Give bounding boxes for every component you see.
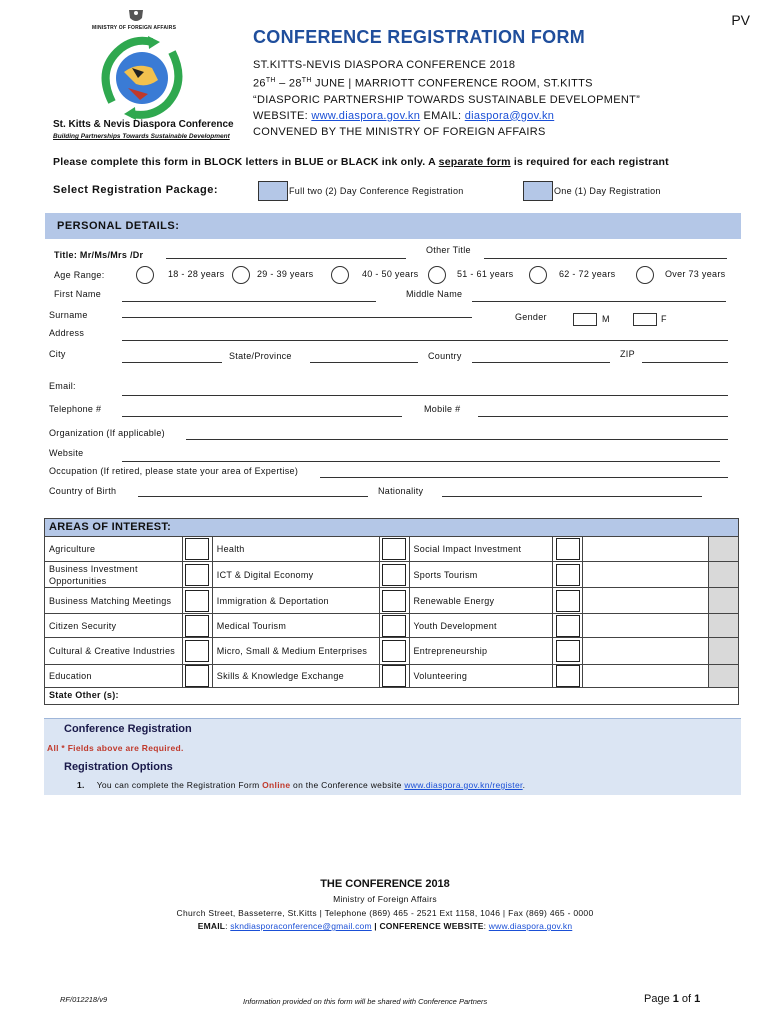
- logo: [50, 8, 240, 138]
- registration-options-heading: Registration Options: [64, 761, 173, 773]
- interest-checkbox-cell: [379, 638, 409, 665]
- state-label: State/Province: [229, 351, 292, 361]
- city-field[interactable]: [122, 362, 222, 363]
- title-field[interactable]: [166, 258, 406, 259]
- interest-label: Renewable Energy: [409, 588, 553, 614]
- footer-address: Church Street, Basseterre, St.Kitts | Telephone (869) 465 - 2521 Ext 1158, 1046 | Fax (869) 465 - 0000: [176, 908, 594, 918]
- age-51-61-label: 51 - 61 years: [457, 269, 514, 279]
- conference-details: [253, 57, 640, 140]
- interest-checkbox[interactable]: [556, 615, 580, 637]
- registration-option-online: 1. You can complete the Registration Form Online on the Conference website www.diaspora.gov.kn/register.: [77, 780, 526, 790]
- corner-tag: PV: [731, 12, 750, 28]
- gender-m-checkbox[interactable]: [573, 313, 597, 326]
- interest-label: Agriculture: [45, 537, 183, 562]
- package-label: Select Registration Package:: [53, 184, 219, 196]
- interest-checkbox[interactable]: [556, 564, 580, 586]
- middle-name-label: Middle Name: [406, 289, 463, 299]
- title-label: Title: Mr/Ms/Mrs /Dr: [54, 250, 144, 260]
- interest-label: Business Investment Opportunities: [45, 562, 183, 588]
- interest-checkbox-cell: [182, 562, 212, 588]
- interest-checkbox-cell: [379, 537, 409, 562]
- ministry-label: MINISTRY OF FOREIGN AFFAIRS: [92, 25, 177, 31]
- mobile-field[interactable]: [478, 416, 728, 417]
- organization-label: Organization (If applicable): [49, 428, 165, 438]
- telephone-field[interactable]: [122, 416, 402, 417]
- interest-checkbox-cell: [379, 665, 409, 688]
- interest-checkbox-cell: [553, 562, 583, 588]
- empty-shaded-cell: [709, 614, 739, 638]
- interest-checkbox[interactable]: [185, 640, 209, 662]
- coat-of-arms-icon: [127, 8, 145, 24]
- table-row: [45, 665, 739, 688]
- age-over-73-label: Over 73 years: [665, 269, 726, 279]
- package-one-day-label: One (1) Day Registration: [554, 186, 661, 196]
- interest-checkbox[interactable]: [382, 538, 406, 560]
- interest-checkbox-cell: [553, 665, 583, 688]
- instructions: Please complete this form in BLOCK letters in BLUE or BLACK ink only. A separate form is required for each registrant: [53, 156, 669, 168]
- age-18-28-radio[interactable]: [136, 266, 154, 284]
- country-of-birth-label: Country of Birth: [49, 486, 117, 496]
- gender-m-label: M: [602, 314, 610, 324]
- interest-checkbox[interactable]: [185, 564, 209, 586]
- interest-checkbox[interactable]: [185, 590, 209, 612]
- interest-label: Youth Development: [409, 614, 553, 638]
- interest-checkbox-cell: [553, 614, 583, 638]
- state-field[interactable]: [310, 362, 418, 363]
- empty-shaded-cell: [709, 537, 739, 562]
- city-label: City: [49, 349, 66, 359]
- interest-checkbox-cell: [182, 614, 212, 638]
- address-label: Address: [49, 328, 85, 338]
- interest-checkbox-cell: [182, 665, 212, 688]
- empty-cell: [583, 588, 709, 614]
- age-range-label: Age Range:: [54, 270, 105, 280]
- footer-contacts: EMAIL: skndiasporaconference@gmail.com | CONFERENCE WEBSITE: www.diaspora.gov.kn: [197, 921, 573, 931]
- interest-checkbox[interactable]: [556, 665, 580, 687]
- interest-label: Medical Tourism: [212, 614, 379, 638]
- table-row: [45, 638, 739, 665]
- conference-logo-name: St. Kitts & Nevis Diaspora Conference: [53, 119, 234, 130]
- conference-name: ST.KITTS-NEVIS DIASPORA CONFERENCE 2018: [253, 59, 516, 71]
- interest-label: Entrepreneurship: [409, 638, 553, 665]
- state-other-label: State Other (s):: [49, 690, 119, 700]
- interest-label: Cultural & Creative Industries: [45, 638, 183, 665]
- gender-f-checkbox[interactable]: [633, 313, 657, 326]
- empty-shaded-cell: [709, 562, 739, 588]
- globe-emblem-icon: [92, 32, 192, 122]
- interest-checkbox[interactable]: [382, 564, 406, 586]
- surname-label: Surname: [49, 310, 88, 320]
- package-one-day-checkbox[interactable]: [523, 181, 553, 201]
- age-40-50-label: 40 - 50 years: [362, 269, 419, 279]
- other-title-field[interactable]: [484, 258, 727, 259]
- age-51-61-radio[interactable]: [428, 266, 446, 284]
- footer-ministry: Ministry of Foreign Affairs: [333, 894, 437, 904]
- interest-label: Social Impact Investment: [409, 537, 553, 562]
- interest-checkbox-cell: [553, 588, 583, 614]
- package-full-label: Full two (2) Day Conference Registration: [289, 186, 464, 196]
- zip-field[interactable]: [642, 362, 728, 363]
- gender-f-label: F: [661, 314, 667, 324]
- age-62-72-radio[interactable]: [529, 266, 547, 284]
- footer-email-link[interactable]: skndiasporaconference@gmail.com: [230, 921, 372, 931]
- gender-label: Gender: [515, 312, 547, 322]
- interest-checkbox[interactable]: [382, 640, 406, 662]
- nationality-label: Nationality: [378, 486, 424, 496]
- state-other-row: [44, 687, 739, 705]
- country-label: Country: [428, 351, 462, 361]
- website-link[interactable]: www.diaspora.gov.kn: [311, 109, 421, 122]
- country-field[interactable]: [472, 362, 610, 363]
- conference-contacts: WEBSITE: www.diaspora.gov.kn EMAIL: diaspora@gov.kn: [253, 109, 555, 122]
- zip-label: ZIP: [620, 349, 635, 359]
- age-40-50-radio[interactable]: [331, 266, 349, 284]
- empty-cell: [583, 638, 709, 665]
- interest-label: Education: [45, 665, 183, 688]
- email-label: Email:: [49, 381, 76, 391]
- interest-checkbox-cell: [182, 638, 212, 665]
- interest-checkbox[interactable]: [556, 640, 580, 662]
- conference-registration-heading: Conference Registration: [64, 723, 192, 735]
- interest-checkbox[interactable]: [382, 615, 406, 637]
- first-name-label: First Name: [54, 289, 102, 299]
- interest-label: Business Matching Meetings: [45, 588, 183, 614]
- interest-checkbox[interactable]: [556, 538, 580, 560]
- personal-details-band: [45, 213, 741, 239]
- email-field[interactable]: [122, 395, 728, 396]
- country-of-birth-field[interactable]: [138, 496, 368, 497]
- website-label: Website: [49, 448, 84, 458]
- package-full-checkbox[interactable]: [258, 181, 288, 201]
- address-field[interactable]: [122, 340, 728, 341]
- first-name-field[interactable]: [122, 301, 376, 302]
- interest-checkbox-cell: [379, 588, 409, 614]
- surname-field[interactable]: [122, 317, 472, 318]
- table-row: [45, 614, 739, 638]
- form-reference: RF/012218/v9: [60, 995, 108, 1004]
- interest-label: Sports Tourism: [409, 562, 553, 588]
- form-title: CONFERENCE REGISTRATION FORM: [253, 27, 586, 47]
- age-18-28-label: 18 - 28 years: [168, 269, 225, 279]
- empty-cell: [583, 537, 709, 562]
- age-over-73-radio[interactable]: [636, 266, 654, 284]
- interest-checkbox-cell: [553, 638, 583, 665]
- interest-checkbox[interactable]: [382, 590, 406, 612]
- interest-label: Micro, Small & Medium Enterprises: [212, 638, 379, 665]
- footer-website-link[interactable]: www.diaspora.gov.kn: [488, 921, 573, 931]
- required-fields-note: All * Fields above are Required.: [47, 743, 184, 753]
- conference-logo-tagline: Building Partnerships Towards Sustainable Development: [53, 133, 230, 140]
- occupation-field[interactable]: [320, 477, 728, 478]
- table-row: [45, 537, 739, 562]
- table-row: [45, 562, 739, 588]
- interest-checkbox[interactable]: [185, 538, 209, 560]
- interest-label: Health: [212, 537, 379, 562]
- interest-label: Citizen Security: [45, 614, 183, 638]
- interest-label: Immigration & Deportation: [212, 588, 379, 614]
- empty-shaded-cell: [709, 588, 739, 614]
- other-title-label: Other Title: [426, 245, 471, 255]
- age-62-72-label: 62 - 72 years: [559, 269, 616, 279]
- interest-checkbox-cell: [379, 614, 409, 638]
- interest-checkbox-cell: [553, 537, 583, 562]
- interest-label: Skills & Knowledge Exchange: [212, 665, 379, 688]
- empty-cell: [583, 614, 709, 638]
- interest-checkbox-cell: [182, 588, 212, 614]
- interest-checkbox[interactable]: [185, 615, 209, 637]
- register-link[interactable]: www.diaspora.gov.kn/register: [404, 780, 523, 790]
- table-row: [45, 588, 739, 614]
- nationality-field[interactable]: [442, 496, 702, 497]
- email-link[interactable]: diaspora@gov.kn: [464, 109, 555, 122]
- telephone-label: Telephone #: [49, 404, 102, 414]
- footer-title: THE CONFERENCE 2018: [320, 878, 450, 890]
- occupation-label: Occupation (If retired, please state your area of Expertise): [49, 466, 299, 476]
- interest-checkbox-cell: [379, 562, 409, 588]
- age-29-39-radio[interactable]: [232, 266, 250, 284]
- empty-cell: [583, 562, 709, 588]
- interest-checkbox[interactable]: [556, 590, 580, 612]
- areas-of-interest-table: [44, 536, 739, 688]
- age-29-39-label: 29 - 39 years: [257, 269, 314, 279]
- privacy-notice: Information provided on this form will be shared with Conference Partners: [243, 997, 488, 1006]
- interest-checkbox-cell: [182, 537, 212, 562]
- website-field[interactable]: [122, 461, 720, 462]
- areas-of-interest-band: [44, 518, 739, 536]
- registration-panel: [44, 718, 741, 795]
- empty-cell: [583, 665, 709, 688]
- empty-shaded-cell: [709, 638, 739, 665]
- interest-label: ICT & Digital Economy: [212, 562, 379, 588]
- mobile-label: Mobile #: [424, 404, 461, 414]
- areas-of-interest-heading: AREAS OF INTEREST:: [49, 521, 172, 533]
- organization-field[interactable]: [186, 439, 728, 440]
- empty-shaded-cell: [709, 665, 739, 688]
- convened-by: CONVENED BY THE MINISTRY OF FOREIGN AFFAIRS: [253, 125, 546, 138]
- conference-dates: 26TH – 28TH JUNE | MARRIOTT CONFERENCE ROOM, ST.KITTS: [253, 77, 593, 90]
- middle-name-field[interactable]: [472, 301, 726, 302]
- page-number: Page 1 of 1: [644, 993, 701, 1005]
- personal-details-heading: PERSONAL DETAILS:: [57, 220, 180, 232]
- interest-label: Volunteering: [409, 665, 553, 688]
- conference-theme: “DIASPORIC PARTNERSHIP TOWARDS SUSTAINABLE DEVELOPMENT”: [253, 93, 641, 106]
- interest-checkbox[interactable]: [185, 665, 209, 687]
- interest-checkbox[interactable]: [382, 665, 406, 687]
